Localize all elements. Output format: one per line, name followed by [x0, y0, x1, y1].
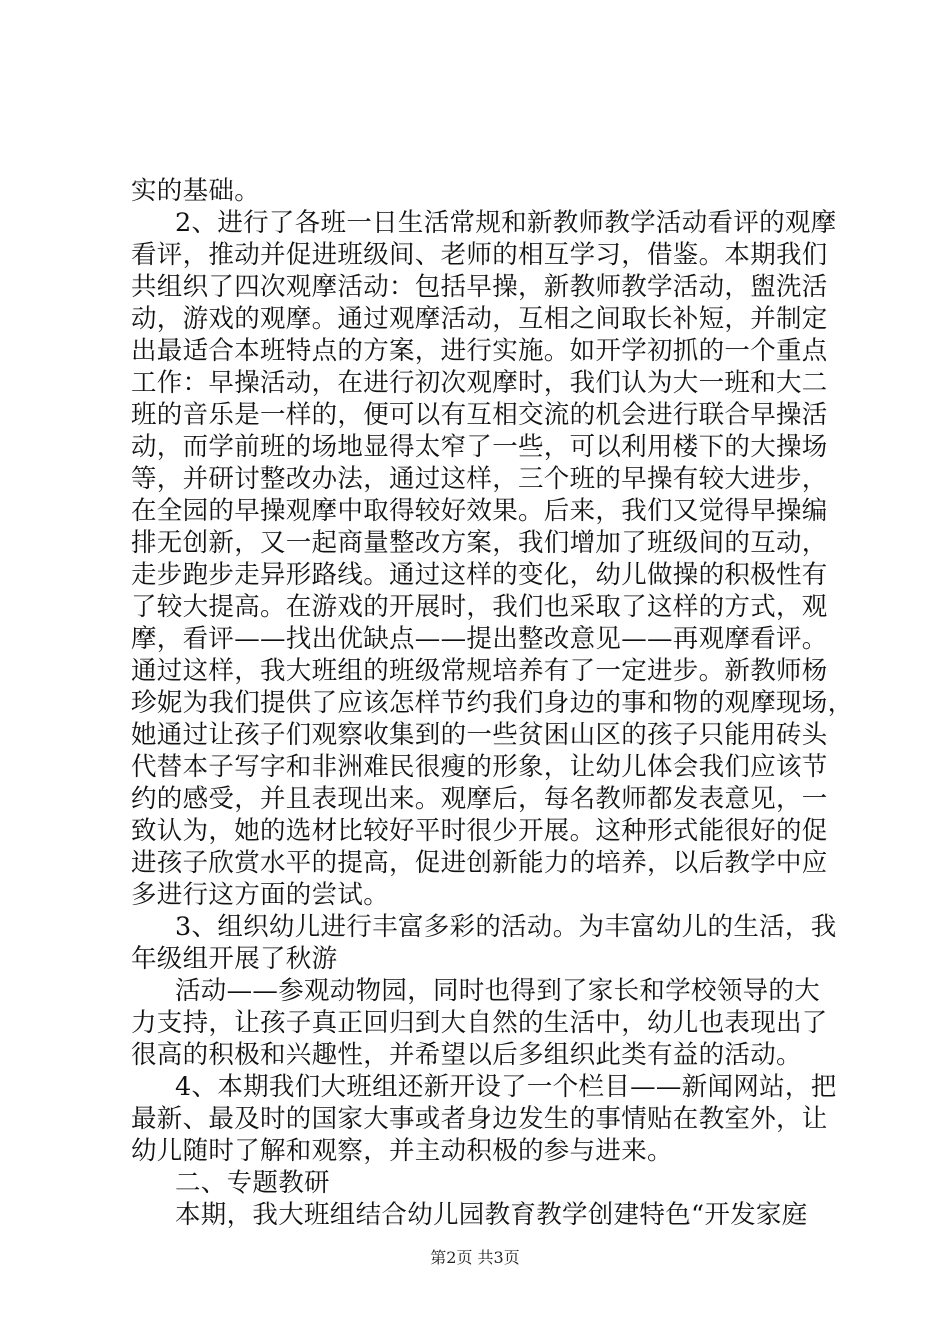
text-line: 班的音乐是一样的，便可以有互相交流的机会进行联合早操活	[131, 400, 828, 430]
text-line: 看评，推动并促进班级间、老师的相互学习，借鉴。本期我们	[131, 240, 828, 270]
text-line: 最新、最及时的国家大事或者身边发生的事情贴在教室外，让	[131, 1104, 828, 1134]
text-line: 珍妮为我们提供了应该怎样节约我们身边的事和物的观摩现场，	[131, 688, 854, 718]
text-line: 动，而学前班的场地显得太窄了一些，可以利用楼下的大操场	[131, 432, 828, 462]
text-line: 很高的积极和兴趣性，并希望以后多组织此类有益的活动。	[131, 1040, 802, 1070]
text-line: 幼儿随时了解和观察，并主动积极的参与进来。	[131, 1136, 673, 1166]
text-line: 工作：早操活动，在进行初次观摩时，我们认为大一班和大二	[131, 368, 828, 398]
page-number-footer: 第2页 共3页	[430, 1248, 520, 1267]
text-line: 年级组开展了秋游	[131, 944, 338, 974]
text-line: 了较大提高。在游戏的开展时，我们也采取了这样的方式，观	[131, 592, 828, 622]
text-line: 摩，看评——找出优缺点——提出整改意见——再观摩看评。	[131, 624, 828, 654]
text-line: 排无创新，又一起商量整改方案，我们增加了班级间的互动，	[131, 528, 828, 558]
section-heading: 二、专题教研	[175, 1168, 330, 1198]
text-line: 在全园的早操观摩中取得较好效果。后来，我们又觉得早操编	[131, 496, 828, 526]
text-line: 代替本子写字和非洲难民很瘦的形象，让幼儿体会我们应该节	[131, 752, 828, 782]
text-line: 活动——参观动物园，同时也得到了家长和学校领导的大	[175, 976, 821, 1006]
text-line: 多进行这方面的尝试。	[131, 880, 390, 910]
text-line: 本期，我大班组结合幼儿园教育教学创建特色“开发家庭	[175, 1200, 808, 1230]
text-line: 实的基础。	[131, 176, 261, 206]
text-line: 4、本期我们大班组还新开设了一个栏目——新闻网站，把	[175, 1072, 837, 1102]
text-line: 她通过让孩子们观察收集到的一些贫困山区的孩子只能用砖头	[131, 720, 828, 750]
text-line: 动，游戏的观摩。通过观摩活动，互相之间取长补短，并制定	[131, 304, 828, 334]
text-line: 共组织了四次观摩活动：包括早操，新教师教学活动，盥洗活	[131, 272, 828, 302]
text-line: 走步跑步走异形路线。通过这样的变化，幼儿做操的积极性有	[131, 560, 828, 590]
text-line: 进孩子欣赏水平的提高，促进创新能力的培养，以后教学中应	[131, 848, 828, 878]
text-line: 等，并研讨整改办法，通过这样，三个班的早操有较大进步，	[131, 464, 828, 494]
text-line: 力支持，让孩子真正回归到大自然的生活中，幼儿也表现出了	[131, 1008, 828, 1038]
text-line: 出最适合本班特点的方案，进行实施。如开学初抓的一个重点	[131, 336, 828, 366]
text-line: 通过这样，我大班组的班级常规培养有了一定进步。新教师杨	[131, 656, 828, 686]
text-line: 约的感受，并且表现出来。观摩后，每名教师都发表意见，一	[131, 784, 828, 814]
text-line: 2、进行了各班一日生活常规和新教师教学活动看评的观摩	[175, 208, 837, 238]
text-line: 3、组织幼儿进行丰富多彩的活动。为丰富幼儿的生活，我	[175, 912, 837, 942]
text-line: 致认为，她的选材比较好平时很少开展。这种形式能很好的促	[131, 816, 828, 846]
